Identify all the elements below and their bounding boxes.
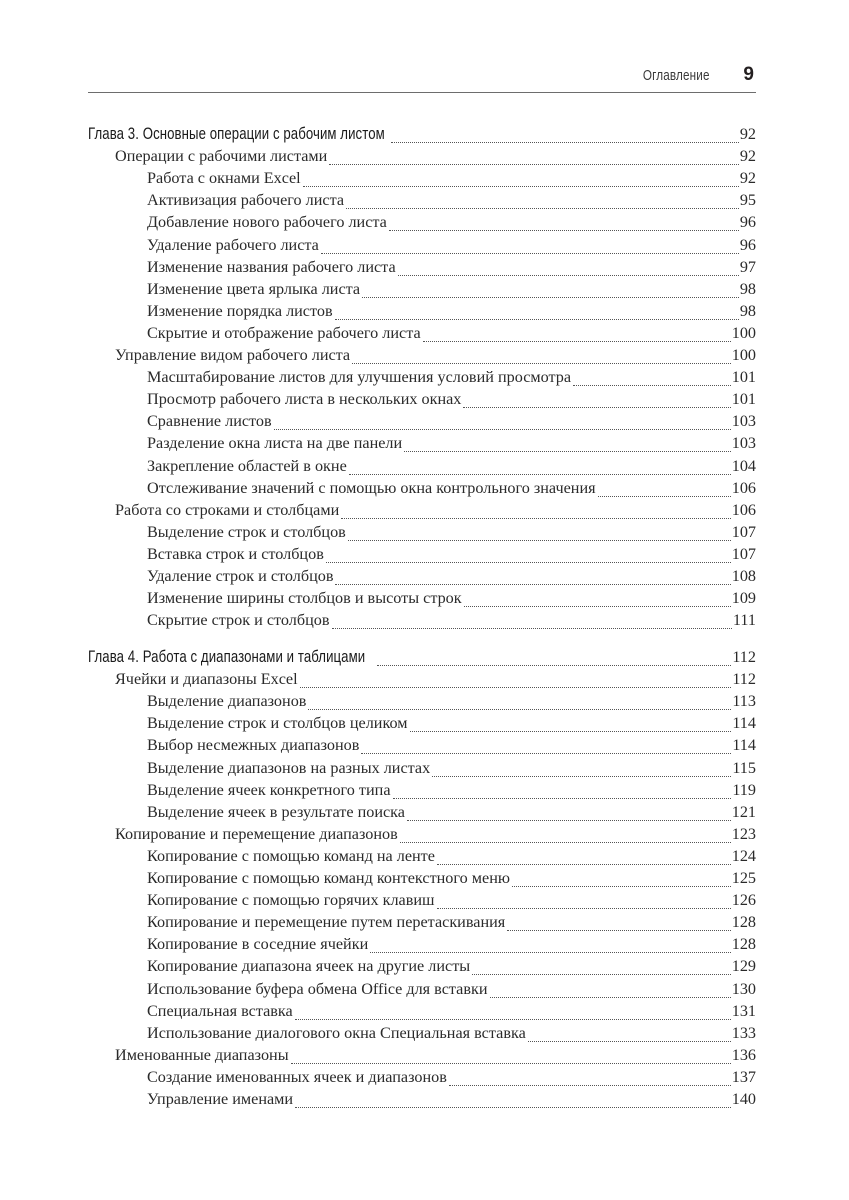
- toc-subsection-entry[interactable]: [88, 390, 756, 412]
- toc-subsection-entry[interactable]: [88, 324, 756, 346]
- dot-leader: [349, 473, 731, 475]
- toc-entry-page: 104: [731, 456, 756, 475]
- toc-entry-title: Копирование диапазона ячеек на другие листы: [147, 957, 471, 976]
- toc-subsection-entry[interactable]: [88, 545, 756, 567]
- toc-entry-title: Выделение строк и столбцов: [147, 522, 346, 541]
- toc-subsection-entry[interactable]: [88, 692, 756, 714]
- toc-entry-page: 101: [731, 368, 756, 387]
- toc-entry-title: Добавление нового рабочего листа: [147, 213, 387, 232]
- toc-entry-page: 92: [739, 125, 756, 143]
- toc-entry-title: Ячейки и диапазоны Excel: [115, 670, 298, 689]
- toc-subsection-entry[interactable]: [88, 847, 756, 869]
- toc-entry-title: Выделение строк и столбцов целиком: [147, 714, 408, 733]
- dot-leader: [341, 517, 730, 519]
- toc-entry-page: 130: [731, 979, 756, 998]
- toc-subsection-entry[interactable]: [88, 169, 756, 191]
- toc-subsection-entry[interactable]: [88, 213, 756, 235]
- toc-section-entry[interactable]: [88, 346, 756, 368]
- dot-leader: [377, 664, 732, 666]
- toc-entry-page: 137: [731, 1067, 756, 1086]
- toc-entry-title: Копирование и перемещение путем перетаскивания: [147, 913, 506, 932]
- toc-entry-page: 100: [731, 346, 756, 364]
- dot-leader: [391, 141, 739, 143]
- dot-leader: [389, 229, 739, 231]
- dot-leader: [398, 274, 739, 276]
- dot-leader: [332, 627, 732, 629]
- toc-entry-title: Специальная вставка: [147, 1001, 293, 1020]
- toc-subsection-entry[interactable]: [88, 803, 756, 825]
- toc-entry-title: Именованные диапазоны: [115, 1045, 289, 1064]
- toc-entry-page: 111: [732, 611, 756, 630]
- toc-subsection-entry[interactable]: [88, 957, 756, 979]
- toc-chapter-entry[interactable]: [88, 125, 756, 147]
- dot-leader: [329, 163, 738, 165]
- toc-entry-page: 128: [731, 913, 756, 932]
- toc-entry-page: 136: [731, 1045, 756, 1064]
- toc-entry-title: Изменение названия рабочего листа: [147, 257, 396, 276]
- toc-entry-title: Использование буфера обмена Office для вставки: [147, 979, 488, 998]
- toc-subsection-entry[interactable]: [88, 714, 756, 736]
- toc-entry-page: 97: [739, 257, 756, 276]
- toc-section-entry[interactable]: [88, 147, 756, 169]
- dot-leader: [407, 819, 731, 821]
- dot-leader: [512, 885, 731, 887]
- toc-entry-page: 121: [731, 802, 756, 821]
- toc-section-entry[interactable]: [88, 670, 756, 692]
- toc-subsection-entry[interactable]: [88, 523, 756, 545]
- dot-leader: [295, 1106, 731, 1108]
- toc-entry-page: 124: [731, 846, 756, 865]
- toc-entry-page: 103: [731, 434, 756, 453]
- toc-entry-page: 123: [731, 824, 756, 843]
- toc-subsection-entry[interactable]: [88, 589, 756, 611]
- toc-entry-title: Копирование с помощью горячих клавиш: [147, 891, 435, 910]
- toc-entry-title: Выделение ячеек конкретного типа: [147, 780, 391, 799]
- toc-subsection-entry[interactable]: [88, 913, 756, 935]
- toc-entry-title: Сравнение листов: [147, 412, 272, 431]
- dot-leader: [362, 296, 739, 298]
- dot-leader: [404, 450, 731, 452]
- toc-entry-page: 106: [731, 500, 756, 519]
- toc-subsection-entry[interactable]: [88, 258, 756, 280]
- toc-subsection-entry[interactable]: [88, 434, 756, 456]
- dot-leader: [303, 185, 739, 187]
- dot-leader: [300, 686, 732, 688]
- toc-subsection-entry[interactable]: [88, 302, 756, 324]
- toc-entry-title: Управление видом рабочего листа: [115, 346, 351, 364]
- toc-entry-title: Масштабирование листов для улучшения условий просмотра: [147, 368, 572, 387]
- toc-entry-title: Управление именами: [147, 1090, 294, 1108]
- toc-subsection-entry[interactable]: [88, 891, 756, 913]
- toc-entry-title: Выбор несмежных диапазонов: [147, 736, 360, 755]
- toc-entry-page: 95: [739, 191, 756, 210]
- running-title: Оглавление: [643, 67, 710, 84]
- toc-subsection-entry[interactable]: [88, 1024, 756, 1046]
- toc-entry-page: 103: [731, 412, 756, 431]
- toc-subsection-entry[interactable]: [88, 567, 756, 589]
- toc-entry-page: 108: [731, 567, 756, 585]
- dot-leader: [295, 1018, 731, 1020]
- toc-entry-page: 106: [731, 478, 756, 497]
- toc-entry-title: Выделение диапазонов на разных листах: [147, 758, 431, 777]
- toc-entry-page: 100: [731, 323, 756, 342]
- toc-entry-title: Вставка строк и столбцов: [147, 544, 324, 563]
- dot-leader: [346, 207, 739, 209]
- dot-leader: [321, 252, 739, 254]
- toc-entry-page: 114: [732, 736, 756, 755]
- toc-entry-title: Активизация рабочего листа: [147, 191, 345, 210]
- dot-leader: [326, 561, 731, 563]
- toc-entry-title: Копирование и перемещение диапазонов: [115, 824, 398, 843]
- toc-entry-title: Работа со строками и столбцами: [115, 500, 340, 519]
- dot-leader: [598, 495, 731, 497]
- toc-subsection-entry[interactable]: [88, 935, 756, 957]
- toc-entry-title: Просмотр рабочего листа в нескольких окнах: [147, 390, 462, 409]
- toc-subsection-entry[interactable]: [88, 1002, 756, 1024]
- dot-leader: [528, 1040, 731, 1042]
- toc-subsection-entry[interactable]: [88, 1090, 756, 1112]
- toc-chapter-entry[interactable]: [88, 648, 756, 670]
- toc-subsection-entry[interactable]: [88, 280, 756, 302]
- dot-leader: [361, 752, 731, 754]
- toc-subsection-entry[interactable]: [88, 191, 756, 213]
- toc-entry-page: 92: [739, 169, 756, 188]
- toc-entry-title: Скрытие и отображение рабочего листа: [147, 323, 421, 342]
- toc-entry-title: Выделение диапазонов: [147, 692, 307, 711]
- toc-entry-page: 98: [739, 301, 756, 320]
- dot-leader: [410, 730, 732, 732]
- toc-entry-title: Использование диалогового окна Специальная вставка: [147, 1023, 526, 1042]
- dot-leader: [308, 708, 731, 710]
- toc-subsection-entry[interactable]: [88, 759, 756, 781]
- toc-entry-page: 114: [732, 714, 756, 733]
- toc-entry-page: 140: [731, 1090, 756, 1108]
- toc-subsection-entry[interactable]: [88, 736, 756, 758]
- toc-entry-title: Копирование с помощью команд контекстного меню: [147, 869, 510, 887]
- toc-entry-page: 126: [731, 891, 756, 910]
- toc-entry-page: 133: [731, 1023, 756, 1042]
- dot-leader: [400, 841, 731, 843]
- dot-leader: [472, 973, 731, 975]
- dot-leader: [348, 539, 731, 541]
- dot-leader: [464, 605, 731, 607]
- dot-leader: [490, 996, 731, 998]
- dot-leader: [437, 863, 731, 865]
- toc-subsection-entry[interactable]: [88, 479, 756, 501]
- toc-entry-page: 119: [732, 780, 756, 799]
- toc-entry-page: 96: [739, 235, 756, 254]
- toc-entry-page: 107: [731, 544, 756, 563]
- toc-entry-page: 129: [731, 957, 756, 976]
- toc-entry-title: Удаление рабочего листа: [147, 235, 319, 254]
- toc-entry-page: 112: [732, 648, 756, 666]
- dot-leader: [437, 907, 731, 909]
- toc-subsection-entry[interactable]: [88, 1068, 756, 1090]
- toc-entry-page: 131: [731, 1001, 756, 1020]
- dot-leader: [335, 583, 730, 585]
- toc-subsection-entry[interactable]: [88, 412, 756, 434]
- toc-entry-title: Изменение цвета ярлыка листа: [147, 279, 361, 298]
- dot-leader: [463, 406, 730, 408]
- toc-section-entry[interactable]: [88, 825, 756, 847]
- dot-leader: [335, 318, 739, 320]
- toc-entry-title: Глава 3. Основные операции с рабочим листом: [88, 125, 385, 143]
- dot-leader: [370, 951, 730, 953]
- dot-leader: [352, 362, 731, 364]
- toc-subsection-entry[interactable]: [88, 368, 756, 390]
- toc-entry-title: Изменение ширины столбцов и высоты строк: [147, 589, 462, 608]
- dot-leader: [291, 1062, 731, 1064]
- toc-section-entry[interactable]: [88, 501, 756, 523]
- toc-entry-title: Копирование в соседние ячейки: [147, 935, 369, 954]
- dot-leader: [449, 1084, 731, 1086]
- dot-leader: [393, 797, 732, 799]
- toc-section-entry[interactable]: [88, 1046, 756, 1068]
- toc-entry-title: Изменение порядка листов: [147, 301, 333, 320]
- toc-entry-page: 115: [732, 758, 756, 777]
- toc-entry-title: Создание именованных ячеек и диапазонов: [147, 1067, 447, 1086]
- toc-entry-title: Закрепление областей в окне: [147, 456, 347, 475]
- toc-entry-title: Скрытие строк и столбцов: [147, 611, 330, 630]
- toc-entry-page: 92: [739, 147, 756, 166]
- toc-subsection-entry[interactable]: [88, 869, 756, 891]
- toc-entry-page: 128: [731, 935, 756, 954]
- toc-subsection-entry[interactable]: [88, 457, 756, 479]
- toc-entry-page: 98: [739, 279, 756, 298]
- toc-entry-title: Глава 4. Работа с диапазонами и таблицами: [88, 648, 366, 666]
- running-header: [88, 62, 756, 93]
- toc-entry-page: 96: [739, 213, 756, 232]
- toc-entry-page: 107: [731, 522, 756, 541]
- toc-entry-title: Копирование с помощью команд на ленте: [147, 846, 435, 865]
- dot-leader: [432, 775, 731, 777]
- page-number: 9: [743, 64, 754, 85]
- toc-subsection-entry[interactable]: [88, 980, 756, 1002]
- toc-subsection-entry[interactable]: [88, 781, 756, 803]
- dot-leader: [423, 340, 731, 342]
- dot-leader: [274, 428, 731, 430]
- toc-entry-title: Работа с окнами Excel: [147, 169, 301, 188]
- toc-entry-page: 112: [732, 670, 756, 689]
- toc-entry-page: 109: [731, 589, 756, 608]
- toc-entry-page: 125: [731, 869, 756, 887]
- toc-entry-title: Операции с рабочими листами: [115, 147, 328, 166]
- dot-leader: [507, 929, 730, 931]
- toc-entry-page: 113: [732, 692, 756, 711]
- toc-entry-title: Отслеживание значений с помощью окна контрольного значения: [147, 478, 596, 497]
- dot-leader: [573, 384, 731, 386]
- toc-entry-title: Разделение окна листа на две панели: [147, 434, 403, 453]
- toc-entry-page: 101: [731, 390, 756, 409]
- toc-entry-title: Удаление строк и столбцов: [147, 567, 334, 585]
- toc-entry-title: Выделение ячеек в результате поиска: [147, 802, 405, 821]
- toc-subsection-entry[interactable]: [88, 236, 756, 258]
- toc-subsection-entry[interactable]: [88, 611, 756, 633]
